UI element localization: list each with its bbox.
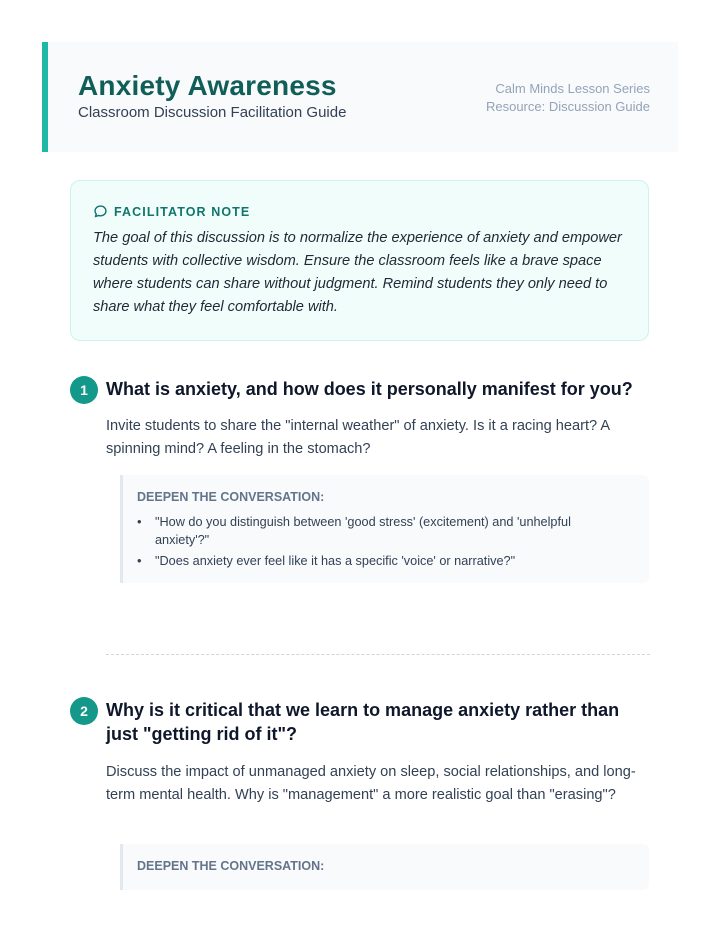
page-subtitle: Classroom Discussion Facilitation Guide (78, 104, 347, 121)
question-number-badge: 1 (70, 376, 98, 404)
facilitator-note-heading (93, 204, 250, 219)
section-divider (106, 654, 650, 655)
deepen-list (137, 513, 627, 573)
facilitator-note-label: FACILITATOR NOTE (114, 204, 251, 219)
list-item: • "How do you distinguish between 'good stress' (excitement) and 'unhelpful anxiety'?" (137, 513, 627, 549)
question-number-badge: 2 (70, 697, 98, 725)
page-header (42, 42, 678, 152)
question-description: Invite students to share the "internal weather" of anxiety. Is it a racing heart? A spinning mind? A feeling in the stomach? (106, 418, 610, 457)
deepen-heading: DEEPEN THE CONVERSATION: (137, 859, 325, 873)
question-title: What is anxiety, and how does it personally manifest for you? (106, 379, 633, 399)
facilitator-note-body: The goal of this discussion is to normalize the experience of anxiety and empower students with collective wisdom. Ensure the classroom feels like a brave space where students can share without judgment. Remind students they only need to share what they feel comfortable with. (93, 230, 622, 315)
deepen-heading: DEEPEN THE CONVERSATION: (137, 490, 325, 504)
question-description: Discuss the impact of unmanaged anxiety on sleep, social relationships, and long-term mental health. Why is "management" a more realistic goal than "erasing"? (106, 764, 636, 803)
list-item: • "Does anxiety ever feel like it has a specific 'voice' or narrative?" (137, 552, 627, 570)
deepen-box (120, 844, 649, 890)
question-title: Why is it critical that we learn to manage anxiety rather than just "getting rid of it"? (106, 700, 620, 744)
chat-bubble-icon (93, 204, 108, 219)
page-title: Anxiety Awareness (78, 70, 337, 101)
facilitator-note (70, 180, 649, 341)
resource-label: Resource: Discussion Guide (485, 99, 650, 114)
series-label: Calm Minds Lesson Series (495, 81, 650, 96)
deepen-box (120, 475, 649, 583)
header-meta (486, 80, 650, 116)
